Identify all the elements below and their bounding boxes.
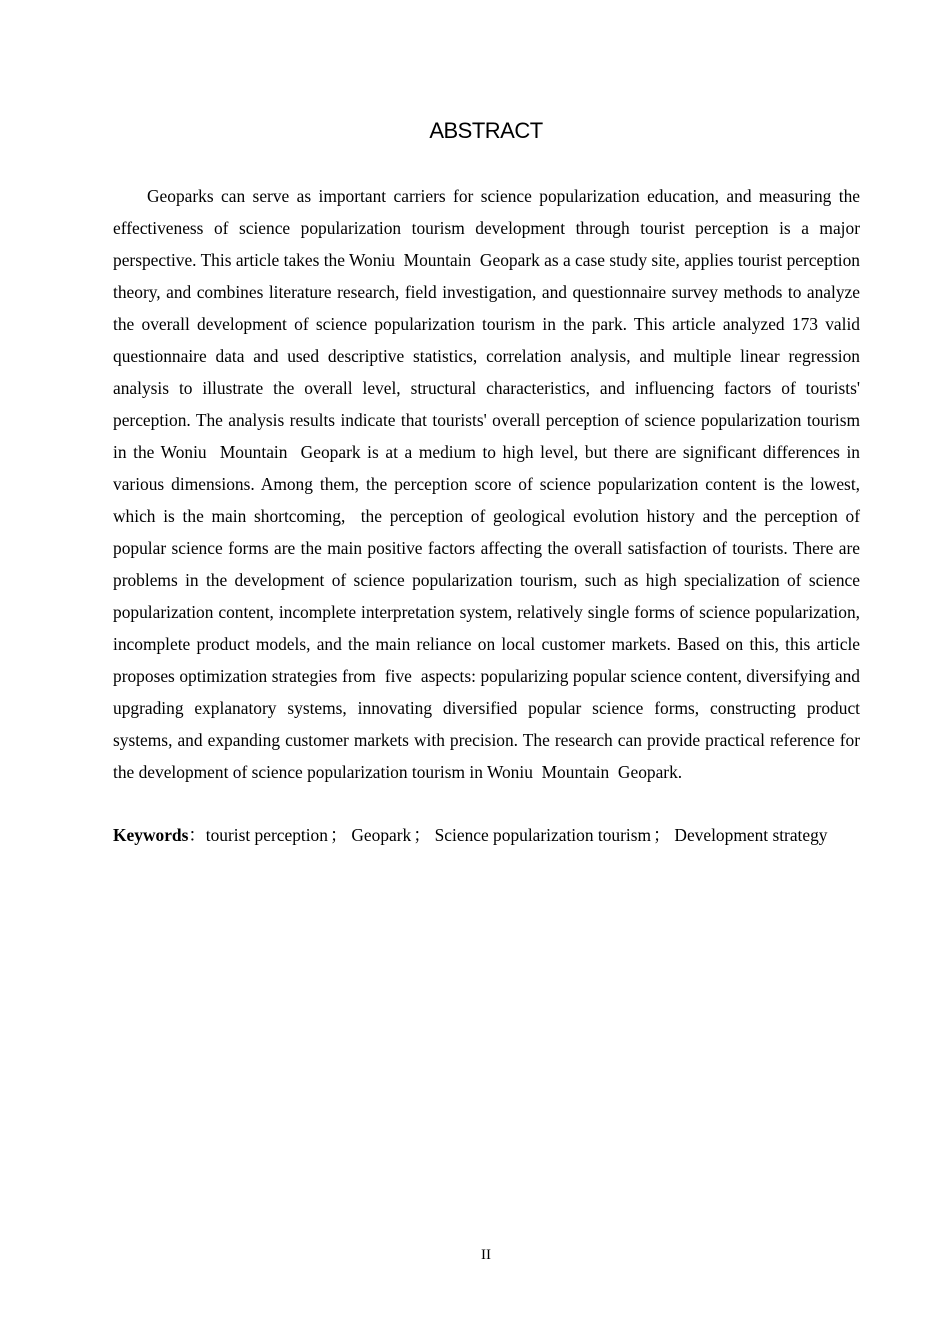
keyword-item: Development strategy	[674, 825, 828, 845]
page-number: II	[481, 1247, 491, 1263]
keyword-item: Geopark	[351, 825, 412, 845]
keywords-label: Keywords	[113, 825, 189, 845]
keyword-separator: ；	[329, 825, 348, 845]
keywords-line	[113, 819, 873, 851]
abstract-body: Geoparks can serve as important carriers for science popularization education, and measuring the effectiveness of science popularization tourism development through tourist perception is a major perspective. This article takes the Woniu Mountain Geopark as a case study site, applies tourist perception theory, and combines literature research, field investigation, and questionnaire survey methods to analyze the overall development of science popularization tourism in the park. This article analyzed 173 valid questionnaire data and used descriptive statistics, correlation analysis, and multiple linear regression analysis to illustrate the overall level, structural characteristics, and influencing factors of tourists' perception. The analysis results indicate that tourists' overall perception of science popularization tourism in the Woniu Mountain Geopark is at a medium to high level, but there are significant differences in various dimensions. Among them, the perception score of science popularization content is the lowest, which is the main shortcoming, the perception of geological evolution history and the perception of popular science forms are the main positive factors affecting the overall satisfaction of tourists. There are problems in the development of science popularization tourism, such as high specialization of science popularization content, incomplete interpretation system, relatively single forms of science popularization, incomplete product models, and the main reliance on local customer markets. Based on this, this article proposes optimization strategies from five aspects: popularizing popular science content, diversifying and upgrading explanatory systems, innovating diversified popular science forms, constructing product systems, and expanding customer markets with precision. The research can provide practical reference for the development of science popularization tourism in Woniu Mountain Geopark.	[113, 186, 865, 782]
abstract-title: ABSTRACT	[429, 118, 543, 143]
keyword-separator: ；	[413, 825, 431, 845]
keyword-separator: ；	[653, 825, 671, 845]
keyword-item: tourist perception	[205, 825, 328, 845]
keywords-colon: ：	[188, 825, 206, 845]
keyword-item: Science popularization tourism	[434, 825, 651, 845]
